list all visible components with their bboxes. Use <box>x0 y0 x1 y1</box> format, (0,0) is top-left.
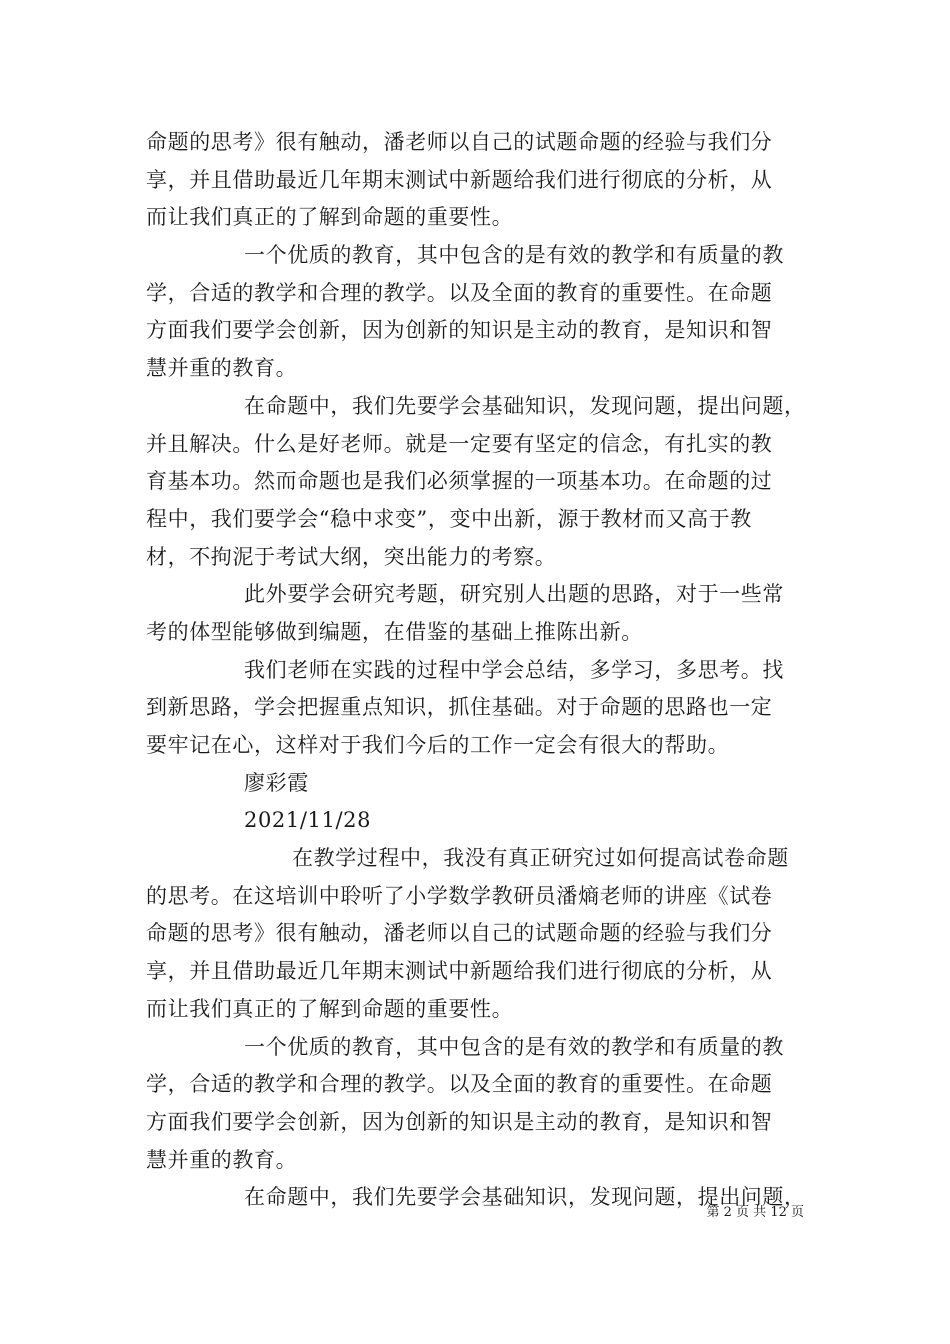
text-line: 考的体型能够做到编题，在借鉴的基础上推陈出新。 <box>146 619 643 644</box>
text-line: 程中，我们要学会“稳中求变”，变中出新，源于教材而又高于教 <box>146 506 752 531</box>
paragraph-start-line: 一个优质的教育，其中包含的是有效的教学和有质量的教 <box>244 243 784 268</box>
text-line: 学，合适的教学和合理的教学。以及全面的教育的重要性。在命题 <box>146 1072 773 1097</box>
paragraph-start-line: 在教学过程中，我没有真正研究过如何提高试卷命题 <box>292 846 789 871</box>
text-line: 享，并且借助最近几年期末测试中新题给我们进行彻底的分析，从 <box>146 167 773 192</box>
text-line: 命题的思考》很有触动，潘老师以自己的试题命题的经验与我们分 <box>146 130 773 154</box>
text-line: 方面我们要学会创新，因为创新的知识是主动的教育，是知识和智 <box>146 318 773 343</box>
document-body <box>146 124 810 1217</box>
text-line: 的思考。在这培训中聆听了小学数学教研员潘熵老师的讲座《试卷 <box>146 883 773 908</box>
page-footer <box>0 1204 950 1222</box>
text-line: 学，合适的教学和合理的教学。以及全面的教育的重要性。在命题 <box>146 280 773 305</box>
paragraph-start-line: 一个优质的教育，其中包含的是有效的教学和有质量的教 <box>244 1034 784 1059</box>
text-line: 慧并重的教育。 <box>146 1147 298 1172</box>
text-line: 育基本功。然而命题也是我们必须掌握的一项基本功。在命题的过 <box>146 469 773 494</box>
date-line: 2021/11/28 <box>244 808 372 833</box>
paragraph-start-line: 在命题中，我们先要学会基础知识，发现问题，提出问题， <box>244 393 806 418</box>
text-line: 享，并且借助最近几年期末测试中新题给我们进行彻底的分析，从 <box>146 959 773 984</box>
text-line: 到新思路，学会把握重点知识，抓住基础。对于命题的思路也一定 <box>146 695 773 720</box>
text-line: 命题的思考》很有触动，潘老师以自己的试题命题的经验与我们分 <box>146 921 773 946</box>
paragraph-start-line: 我们老师在实践的过程中学会总结，多学习，多思考。找 <box>244 657 784 682</box>
author-name: 廖彩霞 <box>244 770 309 795</box>
text-line: 材，不拘泥于考试大纲，突出能力的考察。 <box>146 544 557 569</box>
paragraph-start-line: 此外要学会研究考题，研究别人出题的思路，对于一些常 <box>244 582 784 607</box>
text-line: 并且解决。什么是好老师。就是一定要有坚定的信念，有扎实的教 <box>146 431 773 456</box>
text-line: 方面我们要学会创新，因为创新的知识是主动的教育，是知识和智 <box>146 1109 773 1134</box>
text-line: 而让我们真正的了解到命题的重要性。 <box>146 996 514 1021</box>
text-line: 而让我们真正的了解到命题的重要性。 <box>146 205 514 230</box>
paragraph-start-line: 在命题中，我们先要学会基础知识，发现问题，提出问题， <box>244 1185 806 1210</box>
text-line: 要牢记在心，这样对于我们今后的工作一定会有很大的帮助。 <box>146 733 730 757</box>
text-line: 慧并重的教育。 <box>146 356 298 381</box>
page-number: 第 2 页 共 12 页 <box>706 1205 804 1220</box>
